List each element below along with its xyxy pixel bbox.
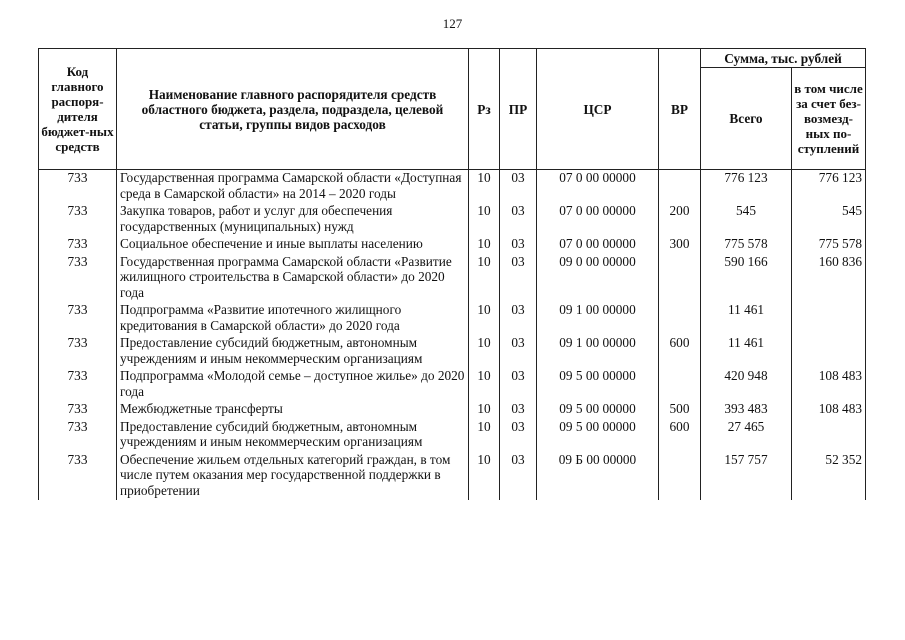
header-free: в том числе за счет без-возмезд-ных по-ступлений <box>792 68 866 170</box>
cell-vr <box>659 254 701 303</box>
cell-csr: 07 0 00 00000 <box>537 203 659 236</box>
cell-free <box>792 335 866 368</box>
cell-free: 108 483 <box>792 368 866 401</box>
cell-vr: 600 <box>659 419 701 452</box>
cell-csr: 09 5 00 00000 <box>537 419 659 452</box>
cell-total: 11 461 <box>701 302 792 335</box>
header-rz: Рз <box>469 49 500 170</box>
cell-csr: 09 1 00 00000 <box>537 335 659 368</box>
cell-name: Закупка товаров, работ и услуг для обеспечения государственных (муниципальных) нужд <box>117 203 469 236</box>
budget-table <box>38 48 866 500</box>
cell-rz: 10 <box>469 368 500 401</box>
cell-rz: 10 <box>469 254 500 303</box>
cell-total: 590 166 <box>701 254 792 303</box>
cell-total: 393 483 <box>701 401 792 419</box>
table-body <box>39 170 866 501</box>
cell-code: 733 <box>39 170 117 204</box>
cell-vr <box>659 302 701 335</box>
cell-name: Государственная программа Самарской области «Развитие жилищного строительства в Самарской области» до 2020 года <box>117 254 469 303</box>
cell-rz: 10 <box>469 170 500 204</box>
header-csr: ЦСР <box>537 49 659 170</box>
cell-name: Предоставление субсидий бюджетным, автономным учреждениям и иным некоммерческим организациям <box>117 419 469 452</box>
cell-name: Подпрограмма «Молодой семье – доступное жилье» до 2020 года <box>117 368 469 401</box>
cell-name: Предоставление субсидий бюджетным, автономным учреждениям и иным некоммерческим организациям <box>117 335 469 368</box>
cell-csr: 09 5 00 00000 <box>537 368 659 401</box>
cell-vr: 200 <box>659 203 701 236</box>
cell-pr: 03 <box>500 254 537 303</box>
table-row <box>39 419 866 452</box>
cell-rz: 10 <box>469 203 500 236</box>
cell-csr: 07 0 00 00000 <box>537 236 659 254</box>
cell-total: 775 578 <box>701 236 792 254</box>
cell-total: 27 465 <box>701 419 792 452</box>
cell-free: 52 352 <box>792 452 866 501</box>
cell-total: 545 <box>701 203 792 236</box>
cell-pr: 03 <box>500 401 537 419</box>
cell-vr: 300 <box>659 236 701 254</box>
cell-code: 733 <box>39 335 117 368</box>
cell-code: 733 <box>39 419 117 452</box>
header-vr: ВР <box>659 49 701 170</box>
cell-pr: 03 <box>500 236 537 254</box>
cell-free: 776 123 <box>792 170 866 204</box>
cell-pr: 03 <box>500 203 537 236</box>
cell-csr: 09 Б 00 00000 <box>537 452 659 501</box>
cell-rz: 10 <box>469 452 500 501</box>
cell-pr: 03 <box>500 452 537 501</box>
cell-code: 733 <box>39 401 117 419</box>
cell-free: 108 483 <box>792 401 866 419</box>
cell-free: 545 <box>792 203 866 236</box>
cell-csr: 09 0 00 00000 <box>537 254 659 303</box>
cell-name: Социальное обеспечение и иные выплаты населению <box>117 236 469 254</box>
cell-total: 420 948 <box>701 368 792 401</box>
table-row <box>39 302 866 335</box>
table-row <box>39 236 866 254</box>
cell-pr: 03 <box>500 170 537 204</box>
header-name: Наименование главного распорядителя средств областного бюджета, раздела, подраздела, целевой статьи, группы видов расходов <box>117 49 469 170</box>
cell-rz: 10 <box>469 401 500 419</box>
table-row <box>39 203 866 236</box>
cell-code: 733 <box>39 302 117 335</box>
cell-free <box>792 419 866 452</box>
cell-csr: 09 5 00 00000 <box>537 401 659 419</box>
cell-code: 733 <box>39 452 117 501</box>
cell-vr <box>659 170 701 204</box>
cell-code: 733 <box>39 368 117 401</box>
table-row <box>39 368 866 401</box>
cell-free: 775 578 <box>792 236 866 254</box>
cell-code: 733 <box>39 254 117 303</box>
cell-vr: 600 <box>659 335 701 368</box>
table-row <box>39 335 866 368</box>
cell-csr: 07 0 00 00000 <box>537 170 659 204</box>
cell-vr <box>659 452 701 501</box>
header-total: Всего <box>701 68 792 170</box>
cell-rz: 10 <box>469 335 500 368</box>
cell-pr: 03 <box>500 419 537 452</box>
table-row <box>39 401 866 419</box>
cell-pr: 03 <box>500 335 537 368</box>
cell-vr <box>659 368 701 401</box>
cell-code: 733 <box>39 236 117 254</box>
cell-vr: 500 <box>659 401 701 419</box>
cell-free: 160 836 <box>792 254 866 303</box>
cell-name: Обеспечение жильем отдельных категорий граждан, в том числе путем оказания мер государственной поддержки в приобретении <box>117 452 469 501</box>
cell-name: Подпрограмма «Развитие ипотечного жилищного кредитования в Самарской области» до 2020 года <box>117 302 469 335</box>
cell-total: 11 461 <box>701 335 792 368</box>
table-row <box>39 170 866 204</box>
cell-total: 776 123 <box>701 170 792 204</box>
cell-name: Государственная программа Самарской области «Доступная среда в Самарской области» на 2014 – 2020 годы <box>117 170 469 204</box>
cell-rz: 10 <box>469 419 500 452</box>
cell-code: 733 <box>39 203 117 236</box>
cell-pr: 03 <box>500 368 537 401</box>
table-row <box>39 452 866 501</box>
cell-rz: 10 <box>469 302 500 335</box>
cell-free <box>792 302 866 335</box>
header-code: Код главного распоря-дителя бюджет-ных средств <box>39 49 117 170</box>
cell-name: Межбюджетные трансферты <box>117 401 469 419</box>
cell-csr: 09 1 00 00000 <box>537 302 659 335</box>
header-sum-group: Сумма, тыс. рублей <box>701 49 866 68</box>
page-number: 127 <box>442 16 463 31</box>
cell-pr: 03 <box>500 302 537 335</box>
table-row <box>39 254 866 303</box>
header-pr: ПР <box>500 49 537 170</box>
table-header <box>39 49 866 170</box>
cell-rz: 10 <box>469 236 500 254</box>
cell-total: 157 757 <box>701 452 792 501</box>
